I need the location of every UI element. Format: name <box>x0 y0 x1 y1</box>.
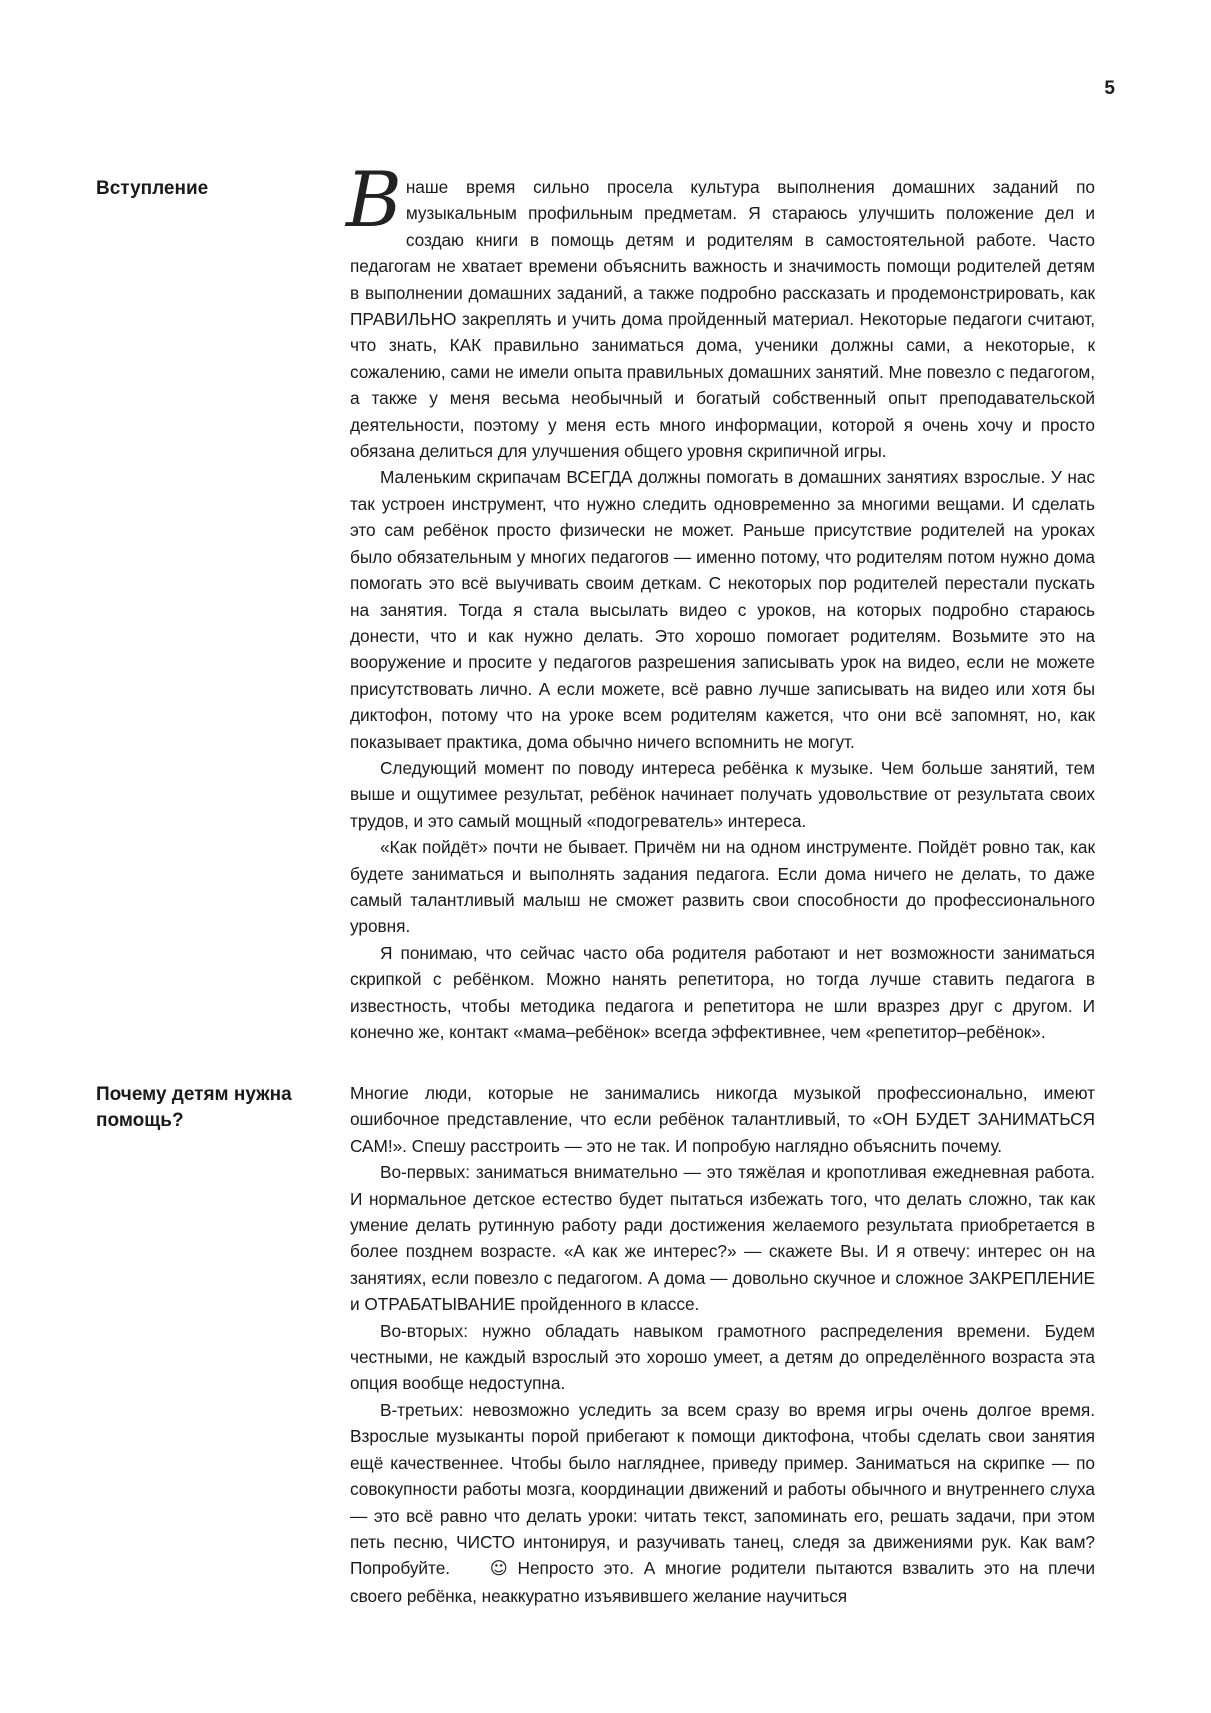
drop-cap: В <box>346 155 402 244</box>
paragraph-text: В-третьих: невозможно уследить за всем сразу во время игры очень долгое время. Взрослые музыканты порой прибегают к помощи диктофона, чтобы сделать свои занятия ещё качественнее. Чтобы было нагляднее, приведу пример. Заниматься на скрипке — по совокупности работы мозга, координации движений и работы обычного и внутреннего слуха — это всё равно что делать уроки: читать текст, запоминать его, решать задачи, при этом петь песню, ЧИСТО интонируя, и разучивать танец, следя за движениями рук. Как вам? Попробуйте. <box>350 1399 1095 1579</box>
paragraph-text: Непросто это. А многие родители пытаются взвалить это на плечи своего ребёнка, неаккуратно изъявившего желание научиться <box>350 1558 1095 1606</box>
paragraph: Следующий момент по поводу интереса ребёнка к музыке. Чем больше занятий, тем выше и ощутимее результат, ребёнок начинает получать удовольствие от результата своих трудов, и это самый мощный «подогреватель» интереса. <box>350 757 1095 831</box>
section-body-introduction <box>346 155 1095 1045</box>
paragraph: Я понимаю, что сейчас часто оба родителя работают и нет возможности заниматься скрипкой с ребёнком. Можно нанять репетитора, но тогда лучше ставить педагога в известность, чтобы методика педагога и репетитора не шли вразрез друг с другом. И конечно же, контакт «мама–ребёнок» всегда эффективнее, чем «репетитор–ребёнок». <box>350 942 1095 1042</box>
paragraph-text: наше время сильно просела культура выполнения домашних заданий по музыкальным профильным предметам. Я стараюсь улучшить положение дел и создаю книги в помощь детям и родителям в самостоятельной работе. Часто педагогам не хватает времени объяснить важность и значимость помощи родителей детям в выполнении домашних заданий, а также подробно рассказать и продемонстрировать, как ПРАВИЛЬНО закреплять и учить дома пройденный материал. Некоторые педагоги считают, что знать, КАК правильно заниматься дома, ученики должны сами, а некоторые, к сожалению, сами не имели опыта правильных домашних занятий. Мне повезло с педагогом, а также у меня весьма необычный и богатый собственный опыт преподавательской деятельности, поэтому у меня есть много информации, которой я очень хочу и просто обязана делиться для улучшения общего уровня скрипичной игры. <box>350 177 1095 462</box>
paragraph <box>350 1397 1095 1609</box>
paragraph: Во-первых: заниматься внимательно — это тяжёлая и кропотливая ежедневная работа. И нормальное детское естество будет пытаться избежать того, что делать сложно, так как умение делать рутинную работу ради достижения желаемого результата приобретается в более позднем возрасте. «А как же интерес?» — скажете Вы. И я отвечу: интерес он на занятиях, если повезло с педагогом. А дома — довольно скучное и сложное ЗАКРЕПЛЕНИЕ и ОТРАБАТЫВАНИЕ пройденного в классе. <box>350 1162 1095 1315</box>
paragraph: Маленьким скрипачам ВСЕГДА должны помогать в домашних занятиях взрослые. У нас так устроен инструмент, что нужно следить одновременно за многими вещами. И сделать это сам ребёнок просто физически не может. Раньше присутствие родителей на уроках было обязательным у многих педагогов — именно потому, что родителям потом нужно дома помогать это всё выучивать своим деткам. С некоторых пор родителей перестали пускать на занятия. Тогда я стала высылать видео с уроков, на которых подробно стараюсь донести, что и как нужно делать. Это хорошо помогает родителям. Возьмите это на вооружение и просите у педагогов разрешения записывать урок на видео, если не можете присутствовать лично. А если можете, всё равно лучше записывать на видео или хотя бы диктофон, потому что на уроке всем родителям кажется, что они всё запомнят, но, как показывает практика, дома обычно ничего вспомнить не могут. <box>350 467 1095 752</box>
paragraph: Многие люди, которые не занимались никогда музыкой профессионально, имеют ошибочное представление, что если ребёнок талантливый, то «ОН БУДЕТ ЗАНИМАТЬСЯ САМ!». Спешу расстроить — это не так. И попробую наглядно объяснить почему. <box>350 1083 1095 1156</box>
section-heading-why-help: Почему детям нужна помощь? <box>96 1084 292 1131</box>
section-body-why-help <box>350 1080 1095 1609</box>
paragraph <box>346 155 1095 464</box>
smiley-icon: ☺ <box>489 1559 508 1580</box>
page-number: 5 <box>1104 78 1115 99</box>
paragraph: Во-вторых: нужно обладать навыком грамотного распределения времени. Будем честными, не каждый взрослый это хорошо умеет, а детям до определённого возраста эта опция вообще недоступна. <box>350 1320 1095 1394</box>
section-heading-introduction: Вступление <box>96 178 209 199</box>
paragraph: «Как пойдёт» почти не бывает. Причём ни на одном инструменте. Пойдёт ровно так, как будете заниматься и выполнять задания педагога. Если дома ничего не делать, то даже самый талантливый малыш не сможет развить свои способности до профессионального уровня. <box>350 837 1095 937</box>
